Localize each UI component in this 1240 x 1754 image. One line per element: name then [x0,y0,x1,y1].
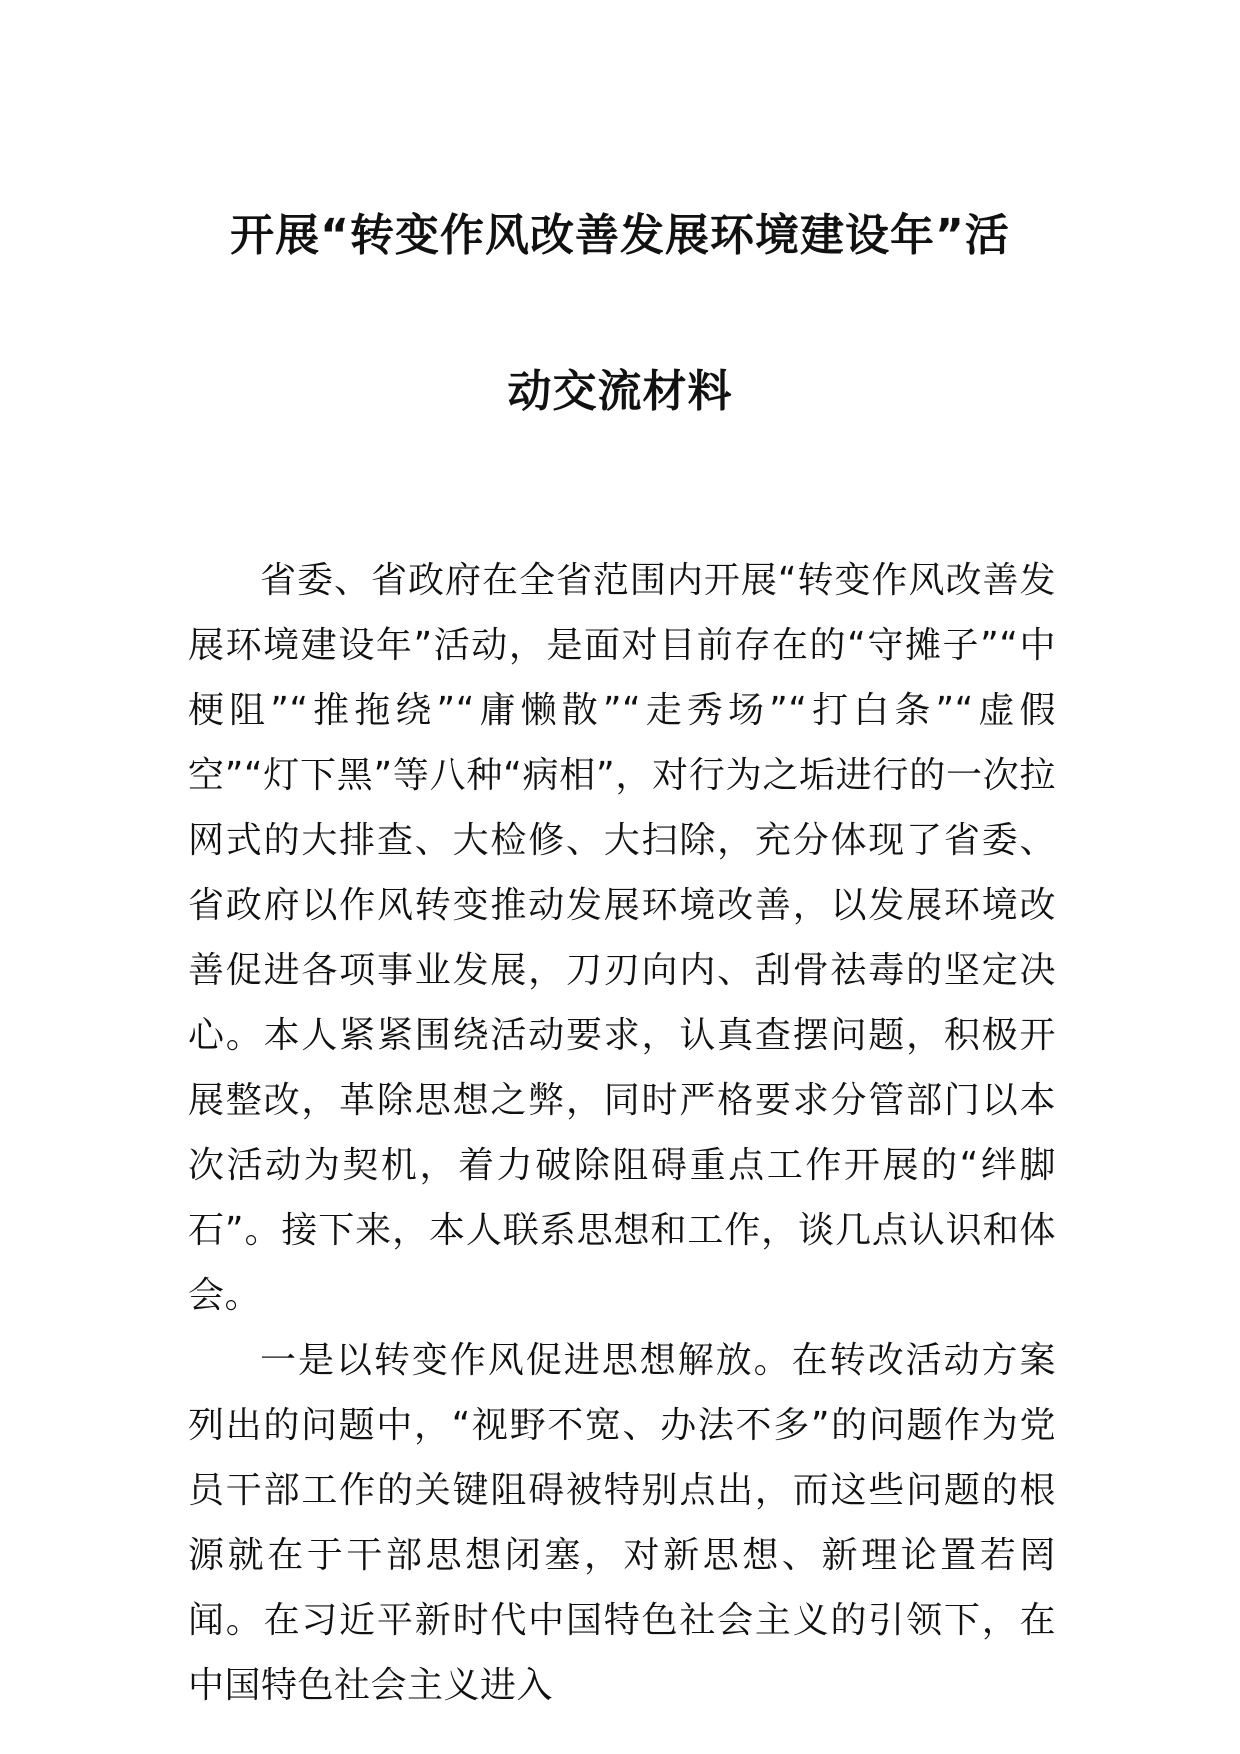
document-title-line-1: 开展“转变作风改善发展环境建设年”活 [230,210,1010,261]
document-body [188,548,1056,1718]
paragraph-intro: 省委、省政府在全省范围内开展“转变作风改善发展环境建设年”活动，是面对目前存在的“守摊子”“中梗阻”“推拖绕”“庸懒散”“走秀场”“打白条”“虚假空”“灯下黑”等八种“病相”，对行为之垢进行的一次拉网式的大排查、大检修、大扫除，充分体现了省委、省政府以作风转变推动发展环境改善，以发展环境改善促进各项事业发展，刀刃向内、刮骨祛毒的坚定决心。本人紧紧围绕活动要求，认真查摆问题，积极开展整改，革除思想之弊，同时严格要求分管部门以本次活动为契机，着力破除阻碍重点工作开展的“绊脚石”。接下来，本人联系思想和工作，谈几点认识和体会。 [188,560,1056,1316]
document-title-line-2: 动交流材料 [507,366,733,417]
paragraph-point-one: 一是以转变作风促进思想解放。在转改活动方案列出的问题中，“视野不宽、办法不多”的问题作为党员干部工作的关键阻碍被特别点出，而这些问题的根源就在于干部思想闭塞，对新思想、新理论置若罔闻。在习近平新时代中国特色社会主义的引领下，在中国特色社会主义进入 [188,1340,1056,1706]
